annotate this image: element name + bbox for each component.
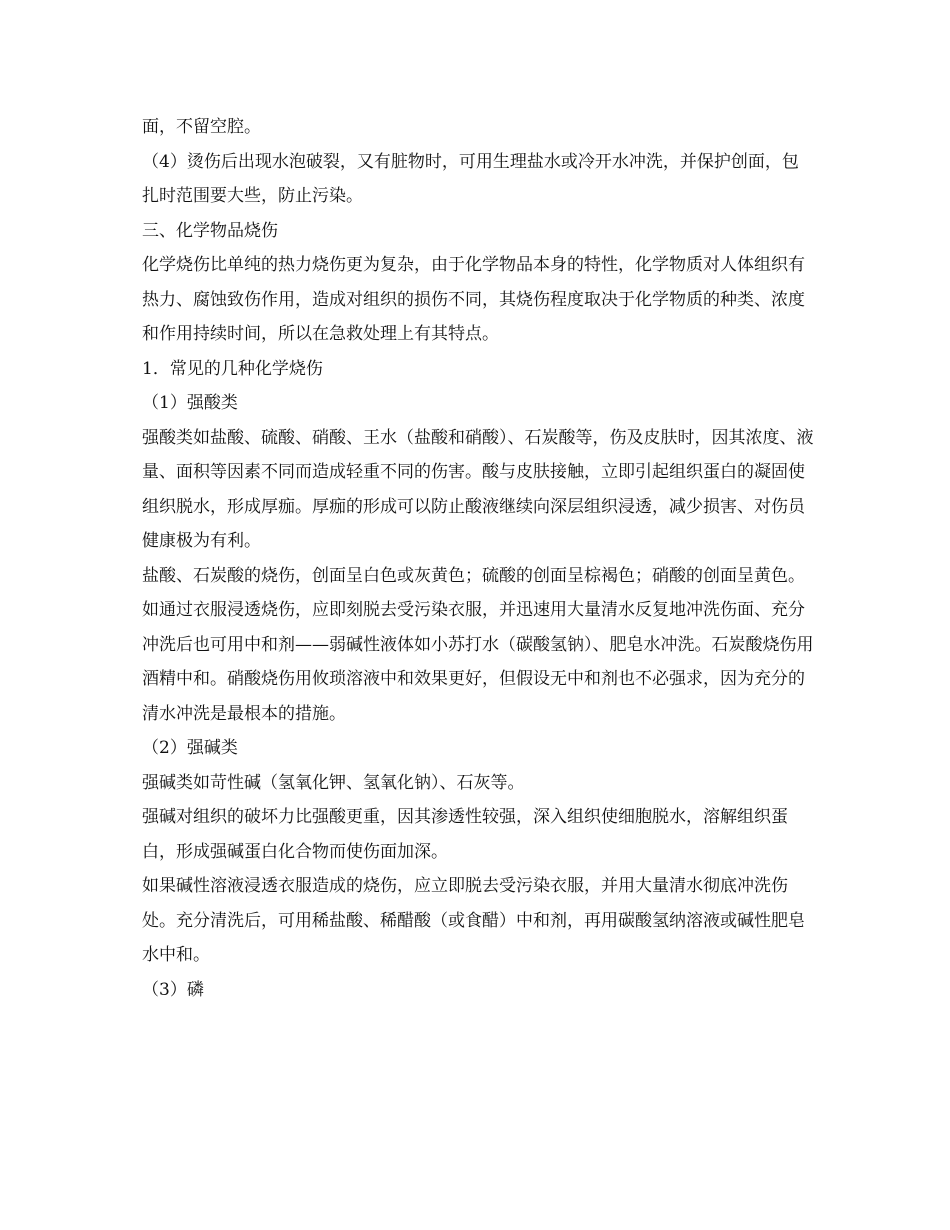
item-heading-strong-bases: （2）强碱类 (142, 738, 238, 758)
document-body (142, 110, 814, 1007)
paragraph-strong-bases-examples: 强碱类如苛性碱（氢氧化钾、氢氧化钠）、石灰等。 (142, 772, 525, 793)
paragraph-acid-treatment: 如通过衣服浸透烧伤，应即刻脱去受污染衣服，并迅速用大量清水反复地冲洗伤面、充分冲洗后也可用中和剂——弱碱性液体如小苏打水（碳酸氢钠）、肥皂水冲洗。石炭酸烧伤用酒精中和。硝酸烧伤用攸琐溶液中和效果更好，但假设无中和剂也不必强求，因为充分的清水冲洗是最根本的措施。 (142, 600, 814, 724)
paragraph-chemical-burns-intro: 化学烧伤比单纯的热力烧伤更为复杂，由于化学物品本身的特性，化学物质对人体组织有热力、腐蚀致伤作用，造成对组织的损伤不同，其烧伤程度取决于化学物质的种类、浓度和作用持续时间，所以在急救处理上有其特点。 (142, 255, 805, 344)
subsection-heading-common-chemical-burns: 1．常见的几种化学烧伤 (142, 358, 323, 379)
paragraph-strong-bases-damage: 强碱对组织的破坏力比强酸更重，因其渗透性较强，深入组织使细胞脱水，溶解组织蛋白，形成强碱蛋白化合物而使伤面加深。 (142, 807, 788, 862)
paragraph-scald-item-4: （4）烫伤后出现水泡破裂，又有脏物时，可用生理盐水或冷开水冲洗，并保护创面，包扎时范围要大些，防止污染。 (142, 151, 799, 206)
item-heading-strong-acids: （1）强酸类 (142, 393, 238, 413)
section-heading-chemical-burns: 三、化学物品烧伤 (142, 220, 278, 241)
paragraph-continuation: 面，不留空腔。 (142, 117, 261, 137)
paragraph-base-treatment: 如果碱性溶液浸透衣服造成的烧伤，应立即脱去受污染衣服，并用大量清水彻底冲洗伤处。充分清洗后，可用稀盐酸、稀醋酸（或食醋）中和剂，再用碳酸氢纳溶液或碱性肥皂水中和。 (142, 876, 805, 965)
item-heading-phosphorus: （3）磷 (142, 979, 204, 1000)
paragraph-acid-wound-colors: 盐酸、石炭酸的烧伤，创面呈白色或灰黄色；硫酸的创面呈棕褐色；硝酸的创面呈黄色。 (142, 565, 805, 586)
paragraph-strong-acids: 强酸类如盐酸、硫酸、硝酸、王水（盐酸和硝酸）、石炭酸等，伤及皮肤时，因其浓度、液量、面积等因素不同而造成轻重不同的伤害。酸与皮肤接触，立即引起组织蛋白的凝固使组织脱水，形成厚痂。厚痂的形成可以防止酸液继续向深层组织浸透，减少损害、对伤员健康极为有利。 (142, 427, 814, 551)
